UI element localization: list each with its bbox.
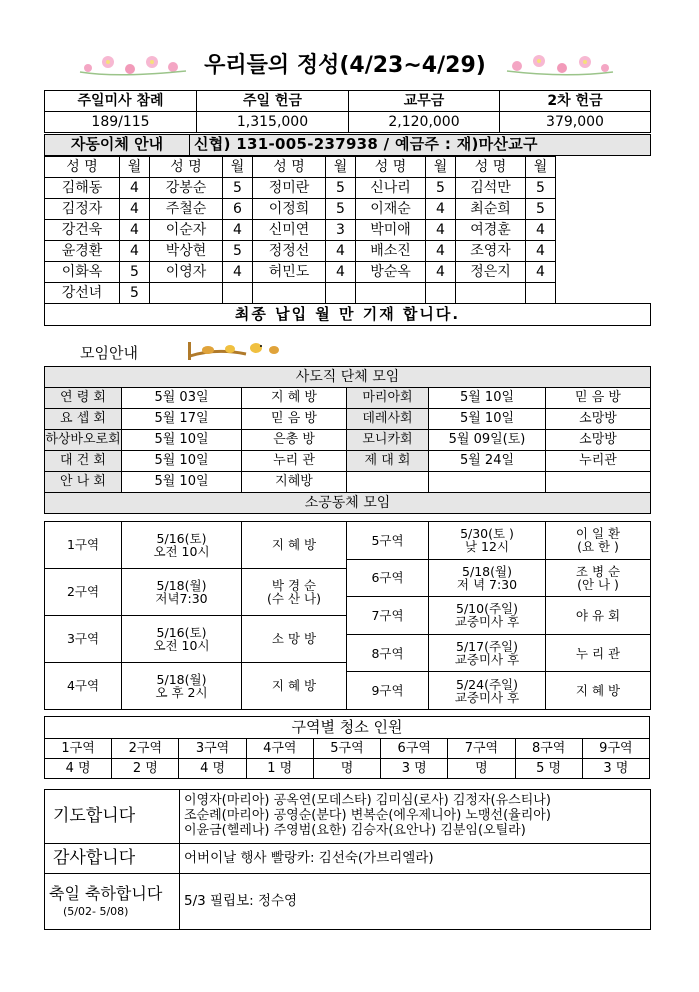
cleaning-area: 7구역: [448, 739, 515, 759]
bank-label: 자동이체 안내: [45, 135, 190, 156]
cleaning-count: 2 명: [112, 759, 179, 779]
table-row: [45, 178, 651, 199]
community-place: [546, 634, 651, 672]
group-place: 지혜방: [242, 472, 347, 493]
donor-month: 4: [426, 241, 456, 262]
table-row: [45, 409, 651, 430]
donor-name: 김정자: [45, 199, 120, 220]
donor-name: 신나리: [356, 178, 426, 199]
donor-month: 4: [526, 241, 556, 262]
donor-month: [426, 283, 456, 304]
cleaning-area: 6구역: [381, 739, 448, 759]
table-row: [347, 597, 651, 635]
thanks-text: 어버이날 행사 빨랑카: 김선숙(가브리엘라): [180, 844, 651, 874]
group-date: 5월 10일: [429, 409, 546, 430]
community-time-line: 저녁7:30: [155, 591, 208, 606]
donor-name: 여경훈: [456, 220, 526, 241]
table-row: [45, 759, 650, 779]
donor-month: 5: [426, 178, 456, 199]
donor-name: 정은지: [456, 262, 526, 283]
community-time-line: 5/30(토 ): [460, 526, 514, 542]
donor-month: [223, 283, 253, 304]
group-date: 5월 03일: [122, 388, 242, 409]
prayer-line: 조순례(마리아) 공영순(분다) 변복순(에우제니아) 노맹선(율리아): [184, 808, 551, 824]
donor-name: 조영자: [456, 241, 526, 262]
notice-table: [44, 789, 651, 930]
group-date: 5월 10일: [429, 388, 546, 409]
group-date: 5월 09일(토): [429, 430, 546, 451]
donor-month: 4: [120, 199, 150, 220]
cleaning-table: [44, 716, 650, 779]
community-table: [44, 521, 650, 709]
group-name: 요 셉 회: [45, 409, 122, 430]
group-place: 믿 음 방: [242, 409, 347, 430]
community-place-line: 야 유 회: [575, 607, 621, 623]
donor-name-header: 성 명: [45, 157, 120, 178]
table-row: [347, 522, 651, 560]
donor-name: 이정희: [253, 199, 326, 220]
community-time-line: 5/17(주일): [456, 638, 518, 654]
community-time-line: 저 녁 7:30: [456, 576, 518, 592]
community-time-line: 5/16(토): [156, 530, 207, 546]
community-place-line: 지 혜 방: [271, 678, 317, 694]
offering-header: 교무금: [349, 91, 500, 112]
thanks-label: 감사합니다: [45, 844, 180, 874]
community-place-line: 지 혜 방: [575, 683, 621, 699]
donor-month: 4: [426, 199, 456, 220]
donor-name: 김해동: [45, 178, 120, 199]
donor-month: 4: [526, 262, 556, 283]
community-time-line: 5/16(토): [156, 624, 207, 640]
donor-month: 4: [120, 220, 150, 241]
community-area: 7구역: [347, 597, 429, 635]
community-time: [122, 663, 242, 710]
title-flower-right: [505, 52, 615, 82]
donor-month: 3: [326, 220, 356, 241]
celebrate-period: (5/02- 5/08): [63, 904, 129, 918]
community-area: 9구역: [347, 672, 429, 710]
community-area: 6구역: [347, 559, 429, 597]
donor-month: 4: [326, 262, 356, 283]
community-place-line: 박 경 순: [271, 577, 317, 593]
meeting-table: [44, 366, 651, 514]
cleaning-title: 구역별 청소 인원: [45, 717, 650, 739]
community-area: 5구역: [347, 522, 429, 560]
community-time: [429, 597, 546, 635]
community-time-line: 오전 10시: [153, 544, 210, 559]
donor-name: 배소진: [356, 241, 426, 262]
community-time: [122, 522, 242, 569]
donor-month: [526, 283, 556, 304]
community-time: [122, 616, 242, 663]
community-time-line: 5/10(주일): [456, 601, 518, 617]
offering-value: 189/115: [45, 112, 197, 133]
table-row: [347, 559, 651, 597]
donor-name: 이순자: [150, 220, 223, 241]
donor-name-header: 성 명: [150, 157, 223, 178]
group-place: 은총 방: [242, 430, 347, 451]
table-row: [45, 522, 347, 569]
group-name: 안 나 회: [45, 472, 122, 493]
donor-name: 이영자: [150, 262, 223, 283]
donor-month: 5: [526, 199, 556, 220]
donor-name: 정미란: [253, 178, 326, 199]
community-area: 2구역: [45, 569, 122, 616]
donor-name: 이화옥: [45, 262, 120, 283]
community-left: [44, 521, 347, 710]
donor-name: 강건욱: [45, 220, 120, 241]
community-time-line: 낮 12시: [464, 539, 510, 555]
group-date: [429, 472, 546, 493]
cleaning-count: 3 명: [582, 759, 649, 779]
donor-name: 최순희: [456, 199, 526, 220]
group-place: [546, 472, 651, 493]
group-name: 하상바오로회: [45, 430, 122, 451]
cleaning-area: 8구역: [515, 739, 582, 759]
donor-name: [150, 283, 223, 304]
table-row: [347, 672, 651, 710]
prayer-line: 이윤금(헬레나) 주영범(요한) 김승자(요안나) 김분임(오틸라): [184, 822, 526, 838]
offering-value: 2,120,000: [349, 112, 500, 133]
offering-value: 1,315,000: [197, 112, 349, 133]
donor-name: 방순옥: [356, 262, 426, 283]
celebrate-label: 축일 축하합니다: [49, 883, 163, 903]
group-date: 5월 24일: [429, 451, 546, 472]
community-time-line: 5/18(월): [156, 577, 207, 593]
community-time-line: 오전 10시: [153, 638, 210, 653]
prayer-line: 이영자(마리아) 공옥연(모데스타) 김미심(로사) 김정자(유스티나): [184, 793, 551, 809]
cleaning-count: 명: [313, 759, 380, 779]
table-row: [45, 199, 651, 220]
community-time: [429, 559, 546, 597]
group-place: 믿 음 방: [546, 388, 651, 409]
cleaning-area: 9구역: [582, 739, 649, 759]
group-name: 연 령 회: [45, 388, 122, 409]
cleaning-count: 1 명: [246, 759, 313, 779]
donor-month: 4: [120, 241, 150, 262]
table-row: [45, 262, 651, 283]
table-row: [45, 283, 651, 304]
community-place: [546, 522, 651, 560]
cleaning-area: 2구역: [112, 739, 179, 759]
group-name: 제 대 회: [347, 451, 429, 472]
community-area: 8구역: [347, 634, 429, 672]
donor-month: 5: [223, 241, 253, 262]
community-place-line: (수 산 나): [267, 591, 321, 606]
donor-name: 주철순: [150, 199, 223, 220]
cleaning-count: 5 명: [515, 759, 582, 779]
community-area: 4구역: [45, 663, 122, 710]
community-place: [242, 663, 347, 710]
donor-name: 정정선: [253, 241, 326, 262]
donor-name: 김석만: [456, 178, 526, 199]
group-place: 지 혜 방: [242, 388, 347, 409]
community-right: [346, 521, 651, 710]
offering-header: 주일 헌금: [197, 91, 349, 112]
group-date: 5월 10일: [122, 472, 242, 493]
table-row: [45, 569, 347, 616]
group-name: 대 건 회: [45, 451, 122, 472]
celebrate-text: 5/3 필립보: 정수영: [180, 874, 651, 930]
donor-month: 5: [120, 283, 150, 304]
community-place-line: (요 한 ): [577, 539, 619, 555]
group-date: 5월 17일: [122, 409, 242, 430]
donor-month: 4: [526, 220, 556, 241]
table-row: [45, 388, 651, 409]
donor-month-header: 월: [223, 157, 253, 178]
community-title: 소공동체 모임: [45, 493, 651, 514]
community-place-line: 조 병 순: [575, 563, 621, 579]
table-row: [45, 220, 651, 241]
community-area: 1구역: [45, 522, 122, 569]
community-place-line: 누 리 관: [575, 645, 621, 661]
group-place: 소망방: [546, 430, 651, 451]
table-row: [45, 616, 347, 663]
donor-month: 5: [120, 262, 150, 283]
page-title: 우리들의 정성(4/23~4/29): [204, 53, 486, 78]
table-row: [45, 472, 651, 493]
group-place: 누리 관: [242, 451, 347, 472]
table-row: [347, 634, 651, 672]
group-name: [347, 472, 429, 493]
community-place: [546, 597, 651, 635]
donor-name: 박미애: [356, 220, 426, 241]
community-place-line: 지 혜 방: [271, 537, 317, 553]
cleaning-count: 명: [448, 759, 515, 779]
table-row: [45, 739, 650, 759]
cleaning-count: 4 명: [179, 759, 246, 779]
donor-note: 최종 납입 월 만 기재 합니다.: [45, 304, 651, 326]
title-flower-left: [78, 52, 188, 82]
community-time-line: 5/18(월): [462, 563, 512, 579]
community-time: [429, 522, 546, 560]
donor-month: 4: [120, 178, 150, 199]
community-time-line: 5/24(주일): [456, 676, 518, 692]
community-time-line: 교중미사 후: [454, 689, 520, 705]
community-time-line: 교중미사 후: [454, 614, 520, 630]
donor-name-header: 성 명: [456, 157, 526, 178]
donor-name: 강봉순: [150, 178, 223, 199]
donor-name: 신미연: [253, 220, 326, 241]
community-time-line: 5/18(월): [156, 671, 207, 687]
donor-name-header: 성 명: [253, 157, 326, 178]
community-place: [242, 522, 347, 569]
donor-name: 강선녀: [45, 283, 120, 304]
donor-name: [253, 283, 326, 304]
cleaning-area: 1구역: [45, 739, 112, 759]
donor-month: [326, 283, 356, 304]
community-place-line: (안 나 ): [577, 576, 619, 592]
community-place: [546, 672, 651, 710]
donor-name: 이재순: [356, 199, 426, 220]
community-time: [429, 672, 546, 710]
donor-month: 5: [223, 178, 253, 199]
table-row: [45, 451, 651, 472]
group-date: 5월 10일: [122, 451, 242, 472]
donor-month: 4: [326, 241, 356, 262]
offering-value: 379,000: [500, 112, 651, 133]
cleaning-area: 4구역: [246, 739, 313, 759]
bird-decoration-icon: [186, 338, 286, 366]
community-time: [122, 569, 242, 616]
donor-month-header: 월: [426, 157, 456, 178]
community-time-line: 오 후 2시: [155, 685, 208, 700]
cleaning-area: 5구역: [313, 739, 380, 759]
offering-table: [44, 90, 651, 133]
group-date: 5월 10일: [122, 430, 242, 451]
meeting-title: 모임안내: [80, 344, 138, 362]
cleaning-count: 3 명: [381, 759, 448, 779]
community-place-line: 이 일 환: [575, 526, 621, 542]
donor-month: 5: [326, 178, 356, 199]
offering-header: 주일미사 참례: [45, 91, 197, 112]
bank-account: 신협) 131-005-237938 / 예금주 : 재)마산교구: [190, 135, 651, 156]
donor-name-header: 성 명: [356, 157, 426, 178]
community-place: [242, 569, 347, 616]
community-area: 3구역: [45, 616, 122, 663]
group-name: 마리아회: [347, 388, 429, 409]
community-place: [546, 559, 651, 597]
table-row: [45, 430, 651, 451]
prayer-label: 기도합니다: [45, 790, 180, 844]
donor-name: 허민도: [253, 262, 326, 283]
donor-month: 4: [426, 262, 456, 283]
donor-name: 윤경환: [45, 241, 120, 262]
community-time: [429, 634, 546, 672]
donor-name: 박상현: [150, 241, 223, 262]
offering-header: 2차 헌금: [500, 91, 651, 112]
group-place: 소망방: [546, 409, 651, 430]
donor-month: 4: [426, 220, 456, 241]
group-name: 데레사회: [347, 409, 429, 430]
table-row: [45, 241, 651, 262]
donor-month: 4: [223, 262, 253, 283]
cleaning-area: 3구역: [179, 739, 246, 759]
donor-month-header: 월: [120, 157, 150, 178]
group-place: 누리관: [546, 451, 651, 472]
donor-name: [356, 283, 426, 304]
donor-table: [44, 156, 651, 326]
donor-name: [456, 283, 526, 304]
community-place: [242, 616, 347, 663]
group-name: 모니카회: [347, 430, 429, 451]
donor-month: 4: [223, 220, 253, 241]
apostolic-title: 사도직 단체 모임: [45, 367, 651, 388]
community-place-line: 소 망 방: [271, 631, 317, 647]
community-time-line: 교중미사 후: [454, 652, 520, 668]
cleaning-count: 4 명: [45, 759, 112, 779]
donor-month: 5: [526, 178, 556, 199]
donor-month: 6: [223, 199, 253, 220]
donor-month-header: 월: [526, 157, 556, 178]
donor-month-header: 월: [326, 157, 356, 178]
table-row: [45, 663, 347, 710]
donor-month: 5: [326, 199, 356, 220]
bank-info: [44, 134, 651, 156]
